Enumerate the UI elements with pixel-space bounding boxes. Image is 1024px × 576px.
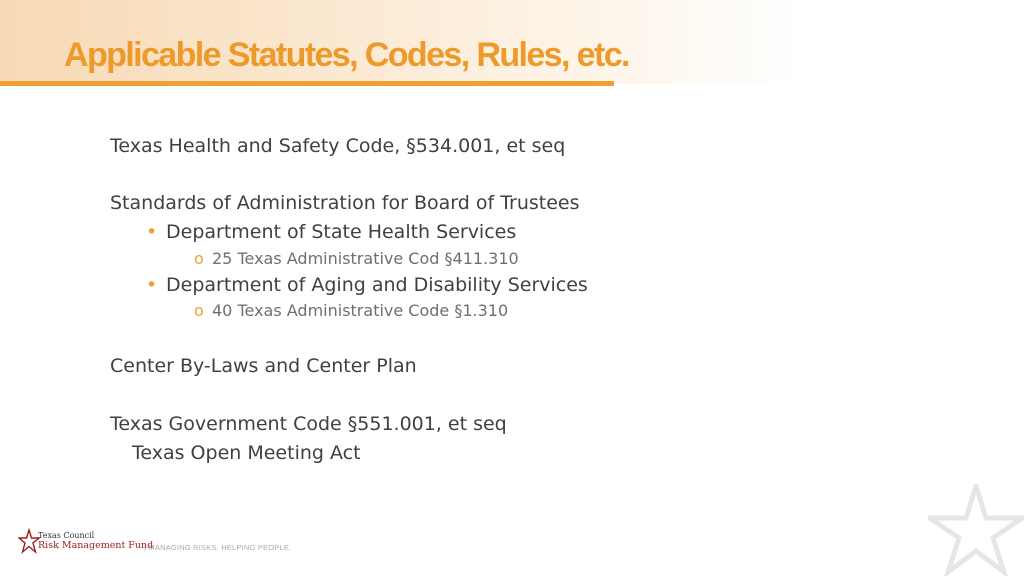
government-code: Texas Government Code §551.001, et seq xyxy=(110,413,507,435)
logo-text-council: Texas Council xyxy=(38,531,95,540)
bullet-label: Department of State Health Services xyxy=(166,221,517,243)
center-bylaws: Center By-Laws and Center Plan xyxy=(110,355,417,377)
standards-heading: Standards of Administration for Board of Trustees xyxy=(110,192,580,214)
bullet-item-dshs xyxy=(146,221,516,243)
sub-bullet-label: 25 Texas Administrative Cod §411.310 xyxy=(212,249,519,268)
bullet-label: Department of Aging and Disability Services xyxy=(166,274,588,296)
sub-item-25-tac xyxy=(194,249,519,268)
sub-bullet-label: 40 Texas Administrative Code §1.310 xyxy=(212,301,509,320)
sub-bullet-icon: o xyxy=(194,249,204,268)
sub-item-40-tac xyxy=(194,301,508,320)
sub-bullet-icon: o xyxy=(194,301,204,320)
bullet-item-dads xyxy=(146,274,588,296)
open-meeting-act: Texas Open Meeting Act xyxy=(132,442,361,464)
bullet-icon: • xyxy=(146,221,158,243)
star-logo-icon xyxy=(18,528,40,556)
bullet-icon: • xyxy=(146,274,158,296)
header-rule xyxy=(0,81,614,86)
footer-tagline: | MANAGING RISKS. HELPING PEOPLE. xyxy=(144,543,292,552)
logo-text-fund: Risk Management Fund xyxy=(38,540,154,551)
statute-health-safety-code: Texas Health and Safety Code, §534.001, et seq xyxy=(110,135,566,157)
star-outline-icon xyxy=(928,484,1024,576)
page-title: Applicable Statutes, Codes, Rules, etc. xyxy=(64,36,629,74)
